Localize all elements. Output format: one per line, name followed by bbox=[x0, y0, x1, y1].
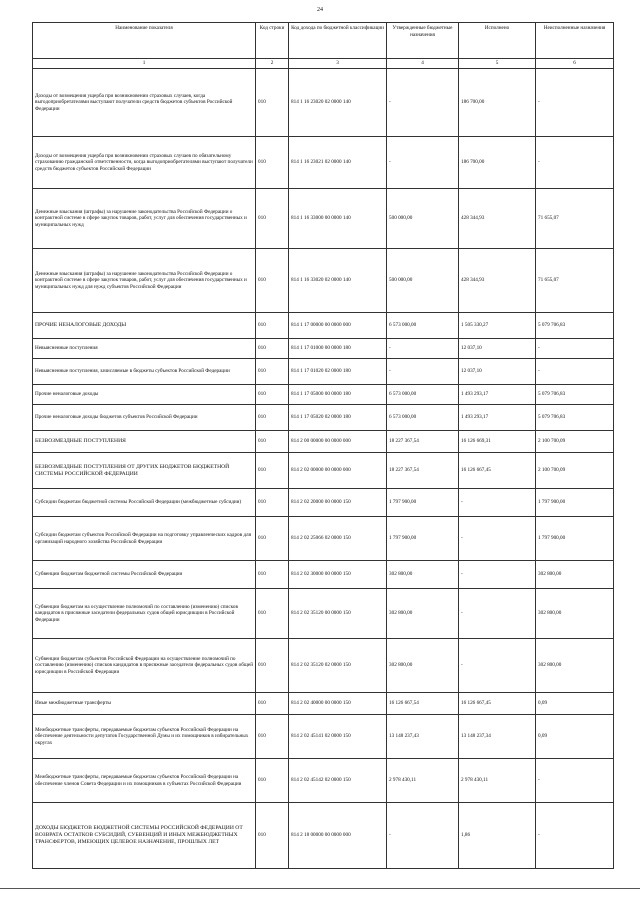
row-approved-value: 6 573 000,00 bbox=[387, 385, 459, 405]
row-name: Субсидии бюджетам бюджетной системы Российской Федерации (межбюджетные субсидии) bbox=[33, 489, 256, 517]
row-executed-value: 1,86 bbox=[459, 803, 536, 869]
row-executed-value: 12 037,10 bbox=[459, 339, 536, 359]
column-number-row bbox=[33, 59, 614, 69]
row-name: Денежные взыскания (штрафы) за нарушение законодательства Российской Федерации о контрактной системе в сфере закупок товаров, работ, услуг для обеспечения государственных и муниципальных нужд для нужд субъектов Российской Федерации bbox=[33, 249, 256, 313]
row-budget-code: 814 2 02 35120 02 0000 150 bbox=[289, 639, 387, 693]
table-row bbox=[33, 431, 614, 453]
row-executed-value: 1 493 293,17 bbox=[459, 405, 536, 431]
row-line-code: 010 bbox=[256, 385, 289, 405]
table-row bbox=[33, 69, 614, 137]
row-approved-value: 2 978 430,11 bbox=[387, 759, 459, 803]
row-unexecuted-value: 1 797 900,00 bbox=[536, 489, 614, 517]
row-budget-code: 814 2 02 35120 00 0000 150 bbox=[289, 589, 387, 639]
row-line-code: 010 bbox=[256, 517, 289, 561]
row-unexecuted-value: 71 655,07 bbox=[536, 249, 614, 313]
table-row bbox=[33, 639, 614, 693]
row-unexecuted-value: 302 800,00 bbox=[536, 589, 614, 639]
row-line-code: 010 bbox=[256, 189, 289, 249]
row-unexecuted-value: - bbox=[536, 759, 614, 803]
column-number: 5 bbox=[459, 59, 536, 69]
row-line-code: 010 bbox=[256, 137, 289, 189]
header-code: Код строки bbox=[256, 23, 289, 59]
row-name: Денежные взыскания (штрафы) за нарушение законодательства Российской Федерации о контрактной системе в сфере закупок товаров, работ, услуг для обеспечения государственных и муниципальных нужд bbox=[33, 189, 256, 249]
row-line-code: 010 bbox=[256, 803, 289, 869]
row-name: БЕЗВОЗМЕЗДНЫЕ ПОСТУПЛЕНИЯ bbox=[33, 431, 256, 453]
row-budget-code: 814 1 17 01000 00 0000 180 bbox=[289, 339, 387, 359]
row-unexecuted-value: 5 079 706,83 bbox=[536, 385, 614, 405]
table-row bbox=[33, 693, 614, 715]
row-executed-value: 13 148 237,34 bbox=[459, 715, 536, 759]
column-number: 3 bbox=[289, 59, 387, 69]
row-budget-code: 814 1 16 23021 02 0000 140 bbox=[289, 137, 387, 189]
header-executed: Исполнено bbox=[459, 23, 536, 59]
table-row bbox=[33, 385, 614, 405]
row-unexecuted-value: - bbox=[536, 137, 614, 189]
row-name: Субсидии бюджетам субъектов Российской Федерации на подготовку управленческих кадров для организаций народного хозяйства Российской Федерации bbox=[33, 517, 256, 561]
row-approved-value: - bbox=[387, 803, 459, 869]
row-line-code: 010 bbox=[256, 313, 289, 339]
row-approved-value: 1 797 900,00 bbox=[387, 489, 459, 517]
table-row bbox=[33, 803, 614, 869]
table-row bbox=[33, 137, 614, 189]
row-name: БЕЗВОЗМЕЗДНЫЕ ПОСТУПЛЕНИЯ ОТ ДРУГИХ БЮДЖЕТОВ БЮДЖЕТНОЙ СИСТЕМЫ РОССИЙСКОЙ ФЕДЕРАЦИИ bbox=[33, 453, 256, 489]
header-unexecuted: Неисполненные назначения bbox=[536, 23, 614, 59]
column-number: 6 bbox=[536, 59, 614, 69]
row-name: Межбюджетные трансферты, передаваемые бюджетам субъектов Российской Федерации на обеспечение деятельности депутатов Государственной Думы и их помощников в избирательных округах bbox=[33, 715, 256, 759]
row-unexecuted-value: - bbox=[536, 359, 614, 385]
row-budget-code: 814 1 17 05000 00 0000 180 bbox=[289, 385, 387, 405]
row-line-code: 010 bbox=[256, 693, 289, 715]
row-name: Прочие неналоговые доходы bbox=[33, 385, 256, 405]
table-row bbox=[33, 453, 614, 489]
row-approved-value: 6 573 000,00 bbox=[387, 405, 459, 431]
row-unexecuted-value: 5 079 706,83 bbox=[536, 405, 614, 431]
row-name: Иные межбюджетные трансферты bbox=[33, 693, 256, 715]
row-line-code: 010 bbox=[256, 561, 289, 589]
row-unexecuted-value: 1 797 900,00 bbox=[536, 517, 614, 561]
row-approved-value: - bbox=[387, 359, 459, 385]
row-approved-value: - bbox=[387, 69, 459, 137]
row-executed-value: 428 344,93 bbox=[459, 249, 536, 313]
row-approved-value: 13 148 237,43 bbox=[387, 715, 459, 759]
row-budget-code: 814 2 02 20000 00 0000 150 bbox=[289, 489, 387, 517]
row-executed-value: 16 126 667,45 bbox=[459, 453, 536, 489]
row-name: Доходы от возмещения ущерба при возникновении страховых случаев, когда выгодоприобретателями выступают получатели средств бюджетов субъектов Российской Федерации bbox=[33, 69, 256, 137]
page-number: 24 bbox=[317, 7, 323, 13]
row-approved-value: 18 227 367,54 bbox=[387, 453, 459, 489]
row-approved-value: 302 800,00 bbox=[387, 561, 459, 589]
row-executed-value: 2 978 430,11 bbox=[459, 759, 536, 803]
table-row bbox=[33, 517, 614, 561]
row-budget-code: 814 1 17 05020 02 0000 180 bbox=[289, 405, 387, 431]
row-approved-value: 6 573 000,00 bbox=[387, 313, 459, 339]
row-unexecuted-value: - bbox=[536, 339, 614, 359]
row-budget-code: 814 2 02 30000 00 0000 150 bbox=[289, 561, 387, 589]
table-row bbox=[33, 759, 614, 803]
row-line-code: 010 bbox=[256, 69, 289, 137]
bottom-divider bbox=[0, 888, 640, 889]
row-budget-code: 814 1 16 23020 02 0000 140 bbox=[289, 69, 387, 137]
row-approved-value: 500 000,00 bbox=[387, 249, 459, 313]
row-approved-value: 302 800,00 bbox=[387, 639, 459, 693]
row-line-code: 010 bbox=[256, 453, 289, 489]
column-number: 1 bbox=[33, 59, 256, 69]
row-name: ПРОЧИЕ НЕНАЛОГОВЫЕ ДОХОДЫ bbox=[33, 313, 256, 339]
row-unexecuted-value: 0,09 bbox=[536, 693, 614, 715]
row-name: ДОХОДЫ БЮДЖЕТОВ БЮДЖЕТНОЙ СИСТЕМЫ РОССИЙСКОЙ ФЕДЕРАЦИИ ОТ ВОЗВРАТА ОСТАТКОВ СУБСИДИЙ, СУБВЕНЦИЙ И ИНЫХ МЕЖБЮДЖЕТНЫХ ТРАНСФЕРТОВ, ИМЕЮЩИХ ЦЕЛЕВОЕ НАЗНАЧЕНИЕ, ПРОШЛЫХ ЛЕТ bbox=[33, 803, 256, 869]
row-approved-value: 18 227 367,54 bbox=[387, 431, 459, 453]
row-line-code: 010 bbox=[256, 715, 289, 759]
row-budget-code: 814 2 02 40000 00 0000 150 bbox=[289, 693, 387, 715]
row-executed-value: 16 126 667,45 bbox=[459, 693, 536, 715]
row-approved-value: - bbox=[387, 339, 459, 359]
row-budget-code: 814 1 16 33020 02 0000 140 bbox=[289, 249, 387, 313]
table-row bbox=[33, 249, 614, 313]
row-line-code: 010 bbox=[256, 339, 289, 359]
row-budget-code: 814 1 17 01020 02 0000 180 bbox=[289, 359, 387, 385]
row-budget-code: 814 2 02 00000 00 0000 000 bbox=[289, 453, 387, 489]
row-budget-code: 814 2 02 25066 02 0000 150 bbox=[289, 517, 387, 561]
row-executed-value: 1 505 330,27 bbox=[459, 313, 536, 339]
row-approved-value: 1 797 900,00 bbox=[387, 517, 459, 561]
row-line-code: 010 bbox=[256, 759, 289, 803]
row-line-code: 010 bbox=[256, 639, 289, 693]
row-budget-code: 814 2 00 00000 00 0000 000 bbox=[289, 431, 387, 453]
table-row bbox=[33, 561, 614, 589]
row-unexecuted-value: 2 100 700,09 bbox=[536, 431, 614, 453]
row-unexecuted-value: 0,09 bbox=[536, 715, 614, 759]
row-line-code: 010 bbox=[256, 359, 289, 385]
row-executed-value: - bbox=[459, 517, 536, 561]
row-budget-code: 814 2 18 00000 00 0000 000 bbox=[289, 803, 387, 869]
row-executed-value: - bbox=[459, 561, 536, 589]
column-number: 2 bbox=[256, 59, 289, 69]
row-unexecuted-value: 2 100 700,09 bbox=[536, 453, 614, 489]
header-name: Наименование показателя bbox=[33, 23, 256, 59]
column-number: 4 bbox=[387, 59, 459, 69]
row-approved-value: 16 126 667,54 bbox=[387, 693, 459, 715]
table-row bbox=[33, 405, 614, 431]
row-executed-value: - bbox=[459, 489, 536, 517]
row-line-code: 010 bbox=[256, 589, 289, 639]
row-executed-value: 186 700,00 bbox=[459, 69, 536, 137]
table-row bbox=[33, 489, 614, 517]
row-executed-value: 16 126 669,31 bbox=[459, 431, 536, 453]
row-unexecuted-value: 5 079 706,83 bbox=[536, 313, 614, 339]
table-row bbox=[33, 339, 614, 359]
row-executed-value: 428 344,93 bbox=[459, 189, 536, 249]
row-unexecuted-value: 302 800,00 bbox=[536, 561, 614, 589]
income-report-table bbox=[32, 22, 614, 869]
table-row bbox=[33, 589, 614, 639]
table-row bbox=[33, 359, 614, 385]
row-executed-value: - bbox=[459, 589, 536, 639]
table-row bbox=[33, 715, 614, 759]
row-approved-value: 302 800,00 bbox=[387, 589, 459, 639]
row-executed-value: 1 493 293,17 bbox=[459, 385, 536, 405]
row-unexecuted-value: - bbox=[536, 803, 614, 869]
row-budget-code: 814 2 02 45142 02 0000 150 bbox=[289, 759, 387, 803]
row-name: Субвенции бюджетам на осуществление полномочий по составлению (изменению) списков кандидатов в присяжные заседатели федеральных судов общей юрисдикции в Российской Федерации bbox=[33, 589, 256, 639]
header-approved: Утвержденные бюджетные назначения bbox=[387, 23, 459, 59]
row-budget-code: 814 2 02 45141 02 0000 150 bbox=[289, 715, 387, 759]
row-line-code: 010 bbox=[256, 405, 289, 431]
row-unexecuted-value: 302 800,00 bbox=[536, 639, 614, 693]
row-line-code: 010 bbox=[256, 431, 289, 453]
header-kbk: Код дохода по бюджетной классификации bbox=[289, 23, 387, 59]
row-unexecuted-value: 71 655,07 bbox=[536, 189, 614, 249]
row-name: Доходы от возмещения ущерба при возникновении страховых случаев по обязательному страхованию гражданской ответственности, когда выгодоприобретателями выступают получатели средств бюджетов субъектов Российской Федерации bbox=[33, 137, 256, 189]
row-unexecuted-value: - bbox=[536, 69, 614, 137]
row-executed-value: 12 037,10 bbox=[459, 359, 536, 385]
row-name: Субвенции бюджетам субъектов Российской Федерации на осуществление полномочий по составлению (изменению) списков кандидатов в присяжные заседатели федеральных судов общей юрисдикции в Российской Федерации bbox=[33, 639, 256, 693]
table-row bbox=[33, 313, 614, 339]
row-name: Невыясненные поступления, зачисляемые в бюджеты субъектов Российской Федерации bbox=[33, 359, 256, 385]
row-executed-value: - bbox=[459, 639, 536, 693]
row-name: Невыясненные поступления bbox=[33, 339, 256, 359]
row-budget-code: 814 1 16 33000 00 0000 140 bbox=[289, 189, 387, 249]
row-name: Межбюджетные трансферты, передаваемые бюджетам субъектов Российской Федерации на обеспечение членов Совета Федерации и их помощников в субъектах Российской Федерации bbox=[33, 759, 256, 803]
row-name: Субвенции бюджетам бюджетной системы Российской Федерации bbox=[33, 561, 256, 589]
row-line-code: 010 bbox=[256, 249, 289, 313]
table-body bbox=[33, 69, 614, 869]
row-approved-value: - bbox=[387, 137, 459, 189]
row-executed-value: 186 700,00 bbox=[459, 137, 536, 189]
row-name: Прочие неналоговые доходы бюджетов субъектов Российской Федерации bbox=[33, 405, 256, 431]
row-line-code: 010 bbox=[256, 489, 289, 517]
row-budget-code: 814 1 17 00000 00 0000 000 bbox=[289, 313, 387, 339]
table-row bbox=[33, 189, 614, 249]
row-approved-value: 500 000,00 bbox=[387, 189, 459, 249]
